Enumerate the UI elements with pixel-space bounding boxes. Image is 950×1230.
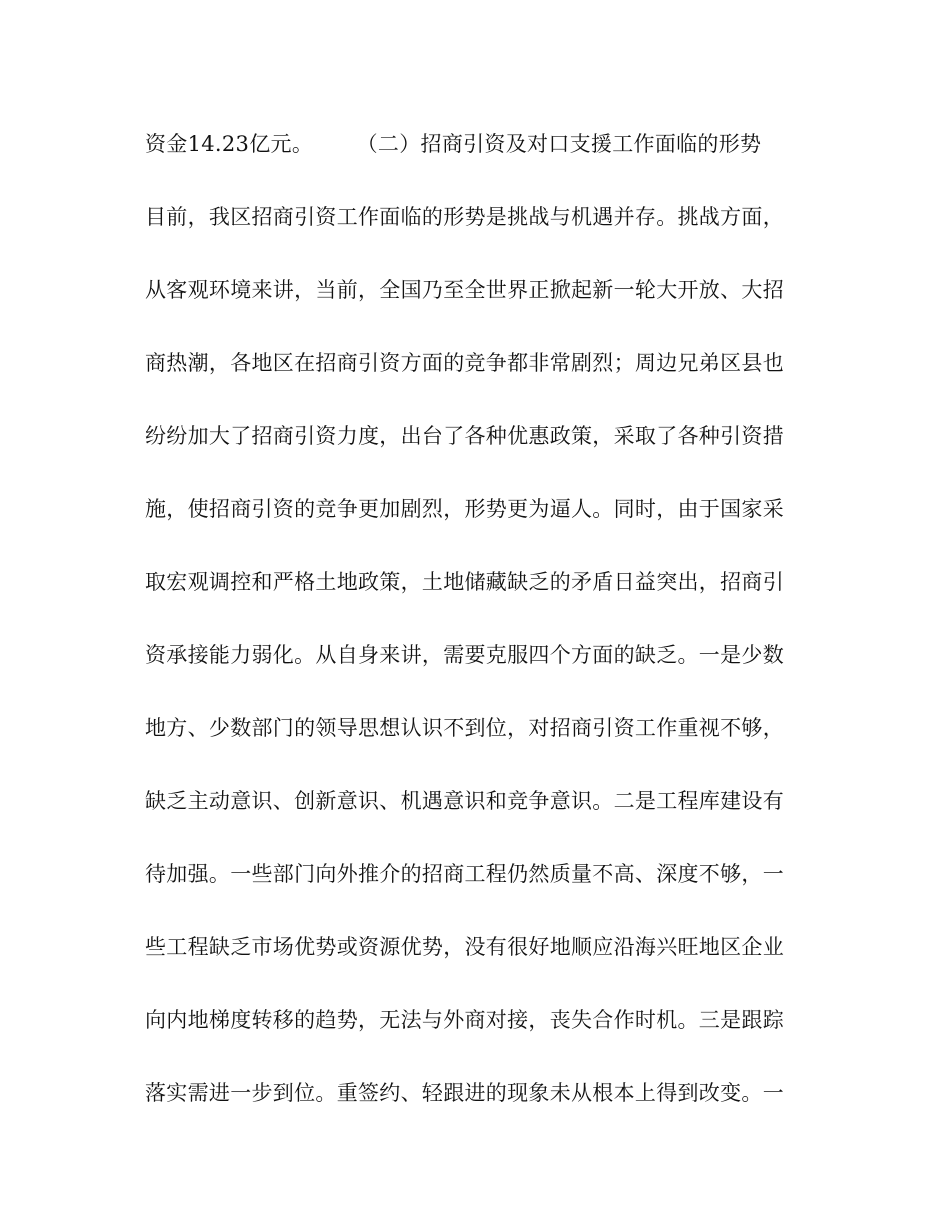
text-line-2: 目前，我区招商引资工作面临的形势是挑战与机遇并存。挑战方面， — [145, 205, 784, 229]
paragraph-end-text: 资金14.23亿元。 — [145, 132, 314, 156]
text-line-13: 向内地梯度转移的趋势，无法与外商对接，丧失合作时机。三是跟踪 — [145, 1008, 784, 1032]
text-line-7: 取宏观调控和严格土地政策，土地储藏缺乏的矛盾日益突出，招商引 — [145, 570, 784, 594]
text-line-4: 商热潮，各地区在招商引资方面的竞争都非常剧烈；周边兄弟区县也 — [145, 351, 784, 375]
text-line-1 — [145, 129, 805, 159]
text-line-10: 缺乏主动意识、创新意识、机遇意识和竞争意识。二是工程库建设有 — [145, 789, 784, 813]
section-heading: （二）招商引资及对口支援工作面临的形势 — [367, 132, 762, 156]
text-line-3: 从客观环境来讲，当前，全国乃至全世界正掀起新一轮大开放、大招 — [145, 278, 784, 302]
text-line-5: 纷纷加大了招商引资力度，出台了各种优惠政策，采取了各种引资措 — [145, 424, 784, 448]
text-line-11: 待加强。一些部门向外推介的招商工程仍然质量不高、深度不够，一 — [145, 862, 784, 886]
text-line-8: 资承接能力弱化。从自身来讲，需要克服四个方面的缺乏。一是少数 — [145, 643, 784, 667]
text-line-12: 些工程缺乏市场优势或资源优势，没有很好地顺应沿海兴旺地区企业 — [145, 935, 784, 959]
text-line-9: 地方、少数部门的领导思想认识不到位，对招商引资工作重视不够， — [145, 716, 784, 740]
text-line-14: 落实需进一步到位。重签约、轻跟进的现象未从根本上得到改变。一 — [145, 1081, 784, 1105]
text-line-6: 施，使招商引资的竞争更加剧烈，形势更为逼人。同时，由于国家采 — [145, 497, 784, 521]
